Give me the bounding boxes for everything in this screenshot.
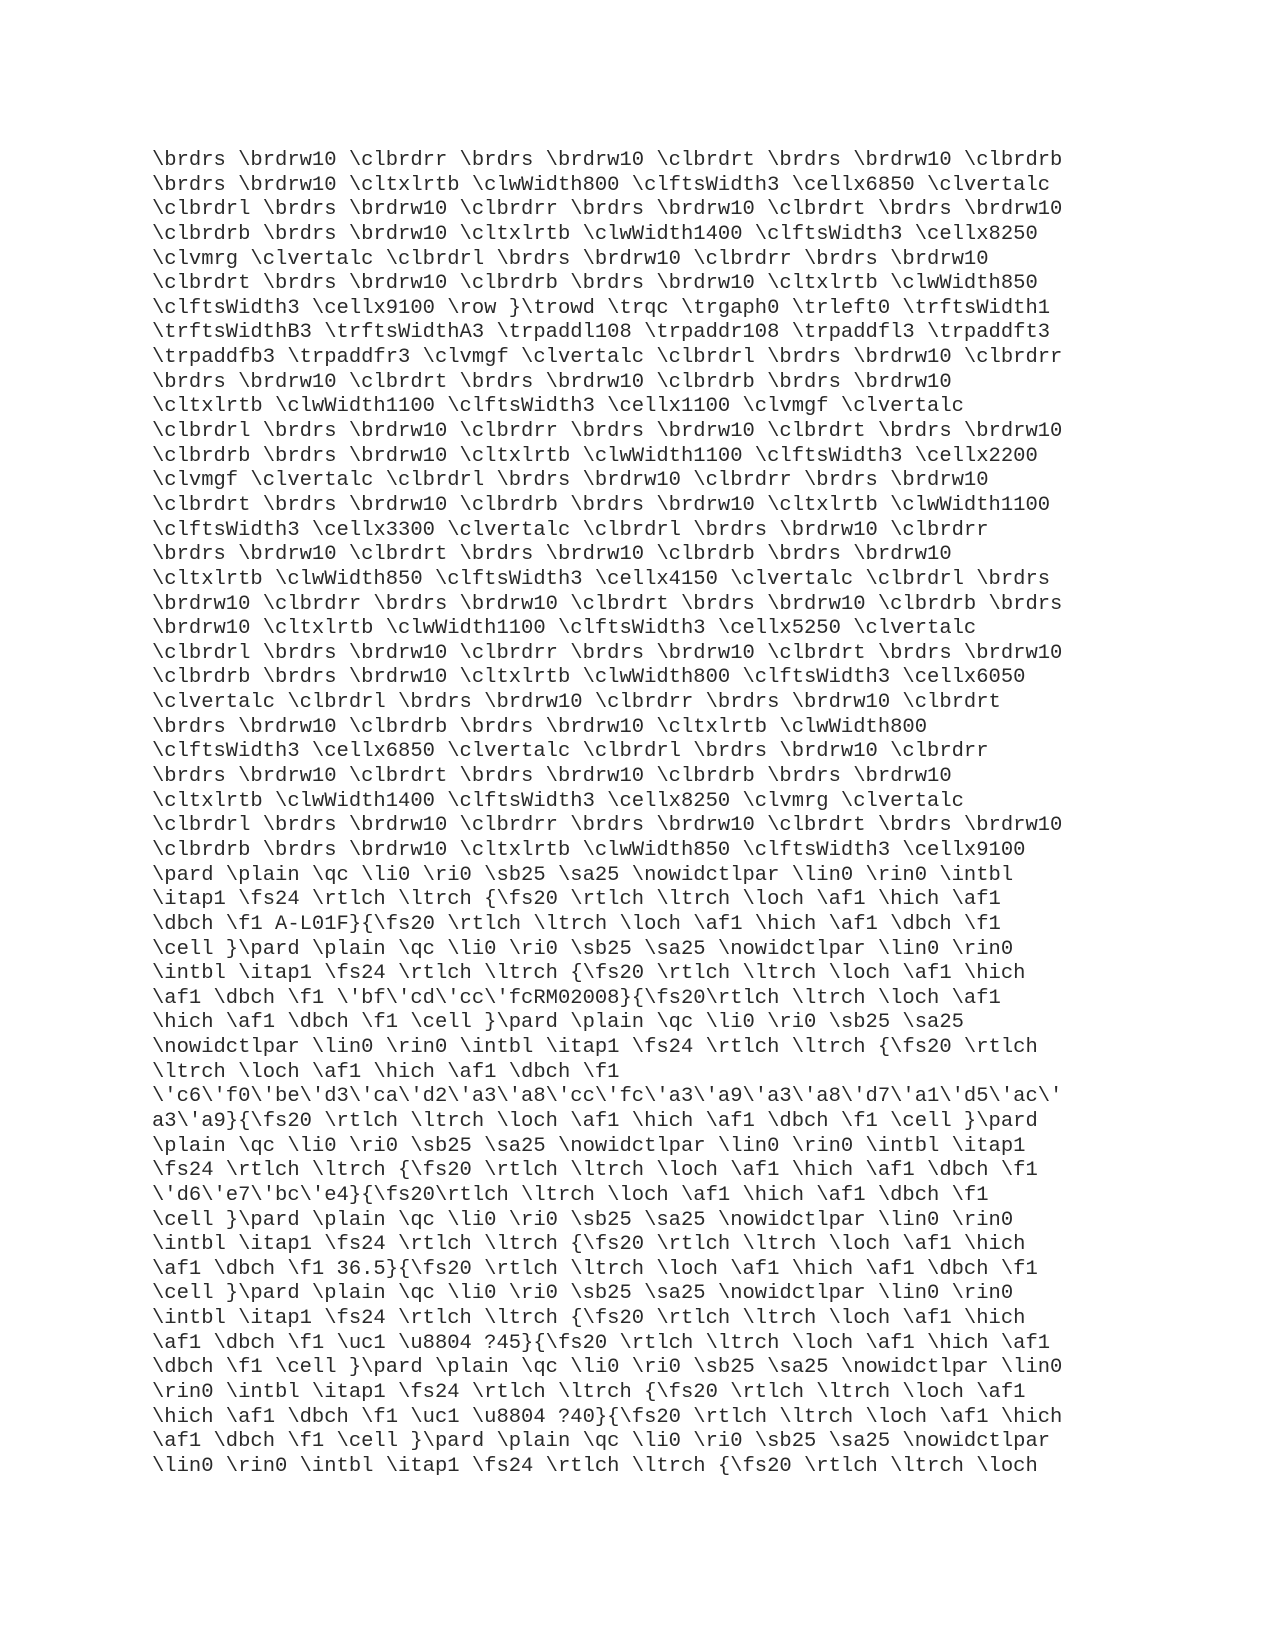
text-line: \dbch \f1 \cell }\pard \plain \qc \li0 \ri0 \sb25 \sa25 \nowidctlpar \lin0	[152, 1356, 1063, 1380]
text-line: \brdrw10 \cltxlrtb \clwWidth1100 \clftsWidth3 \cellx5250 \clvertalc	[152, 617, 977, 641]
text-line: \brdrs \brdrw10 \clbrdrb \brdrs \brdrw10 \cltxlrtb \clwWidth800	[152, 715, 928, 739]
text-line: \clbrdrb \brdrs \brdrw10 \cltxlrtb \clwWidth800 \clftsWidth3 \cellx6050	[152, 666, 1026, 690]
text-line: \hich \af1 \dbch \f1 \uc1 \u8804 ?40}{\fs20 \rtlch \ltrch \loch \af1 \hich	[152, 1405, 1063, 1429]
text-line: \cell }\pard \plain \qc \li0 \ri0 \sb25 \sa25 \nowidctlpar \lin0 \rin0	[152, 937, 1014, 961]
text-line: \af1 \dbch \f1 36.5}{\fs20 \rtlch \ltrch \loch \af1 \hich \af1 \dbch \f1	[152, 1257, 1038, 1281]
text-line: \brdrs \brdrw10 \clbrdrr \brdrs \brdrw10 \clbrdrt \brdrs \brdrw10 \clbrdrb	[152, 149, 1063, 172]
text-line: \clbrdrt \brdrs \brdrw10 \clbrdrb \brdrs \brdrw10 \cltxlrtb \clwWidth850	[152, 272, 1038, 296]
text-line: \plain \qc \li0 \ri0 \sb25 \sa25 \nowidctlpar \lin0 \rin0 \intbl \itap1	[152, 1134, 1026, 1158]
text-line: \cltxlrtb \clwWidth1100 \clftsWidth3 \cellx1100 \clvmgf \clvertalc	[152, 395, 964, 419]
text-line: \clbrdrl \brdrs \brdrw10 \clbrdrr \brdrs \brdrw10 \clbrdrt \brdrs \brdrw10	[152, 198, 1063, 222]
text-line: \dbch \f1 A-L01F}{\fs20 \rtlch \ltrch \loch \af1 \hich \af1 \dbch \f1	[152, 912, 1001, 936]
text-line: \cltxlrtb \clwWidth850 \clftsWidth3 \cellx4150 \clvertalc \clbrdrl \brdrs	[152, 567, 1051, 591]
text-line: \nowidctlpar \lin0 \rin0 \intbl \itap1 \fs24 \rtlch \ltrch {\fs20 \rtlch	[152, 1036, 1038, 1060]
text-line: \clvertalc \clbrdrl \brdrs \brdrw10 \clbrdrr \brdrs \brdrw10 \clbrdrt	[152, 691, 1001, 715]
text-line: \brdrs \brdrw10 \clbrdrt \brdrs \brdrw10 \clbrdrb \brdrs \brdrw10	[152, 370, 952, 394]
text-line: \trftsWidthB3 \trftsWidthA3 \trpaddl108 \trpaddr108 \trpaddfl3 \trpaddft3	[152, 321, 1051, 345]
text-line: \hich \af1 \dbch \f1 \cell }\pard \plain \qc \li0 \ri0 \sb25 \sa25	[152, 1011, 964, 1035]
text-line: \clftsWidth3 \cellx6850 \clvertalc \clbrdrl \brdrs \brdrw10 \clbrdrr	[152, 740, 989, 764]
text-line: \intbl \itap1 \fs24 \rtlch \ltrch {\fs20 \rtlch \ltrch \loch \af1 \hich	[152, 1233, 1026, 1257]
text-line: \brdrs \brdrw10 \clbrdrt \brdrs \brdrw10 \clbrdrb \brdrs \brdrw10	[152, 765, 952, 789]
text-line: \clbrdrl \brdrs \brdrw10 \clbrdrr \brdrs \brdrw10 \clbrdrt \brdrs \brdrw10	[152, 814, 1063, 838]
text-line: \clbrdrl \brdrs \brdrw10 \clbrdrr \brdrs \brdrw10 \clbrdrt \brdrs \brdrw10	[152, 641, 1063, 665]
text-line: \clbrdrb \brdrs \brdrw10 \cltxlrtb \clwWidth1100 \clftsWidth3 \cellx2200	[152, 444, 1038, 468]
text-line: \'d6\'e7\'bc\'e4}{\fs20\rtlch \ltrch \loch \af1 \hich \af1 \dbch \f1	[152, 1183, 989, 1207]
text-line: \lin0 \rin0 \intbl \itap1 \fs24 \rtlch \ltrch {\fs20 \rtlch \ltrch \loch	[152, 1454, 1038, 1478]
text-line: \clbrdrl \brdrs \brdrw10 \clbrdrr \brdrs \brdrw10 \clbrdrt \brdrs \brdrw10	[152, 420, 1063, 444]
text-line: \af1 \dbch \f1 \cell }\pard \plain \qc \li0 \ri0 \sb25 \sa25 \nowidctlpar	[152, 1430, 1051, 1454]
text-line: \cell }\pard \plain \qc \li0 \ri0 \sb25 \sa25 \nowidctlpar \lin0 \rin0	[152, 1208, 1014, 1232]
text-line: \brdrw10 \clbrdrr \brdrs \brdrw10 \clbrdrt \brdrs \brdrw10 \clbrdrb \brdrs	[152, 592, 1063, 616]
rtf-source-text	[152, 149, 1152, 1480]
text-line: \fs24 \rtlch \ltrch {\fs20 \rtlch \ltrch \loch \af1 \hich \af1 \dbch \f1	[152, 1159, 1038, 1183]
text-line: \clbrdrb \brdrs \brdrw10 \cltxlrtb \clwWidth850 \clftsWidth3 \cellx9100	[152, 838, 1026, 862]
text-line: \ltrch \loch \af1 \hich \af1 \dbch \f1	[152, 1060, 620, 1084]
text-line: \rin0 \intbl \itap1 \fs24 \rtlch \ltrch {\fs20 \rtlch \ltrch \loch \af1	[152, 1381, 1026, 1405]
text-line: \pard \plain \qc \li0 \ri0 \sb25 \sa25 \nowidctlpar \lin0 \rin0 \intbl	[152, 863, 1014, 887]
text-line: \clftsWidth3 \cellx9100 \row }\trowd \trqc \trgaph0 \trleft0 \trftsWidth1	[152, 296, 1051, 320]
text-line: \clbrdrt \brdrs \brdrw10 \clbrdrb \brdrs \brdrw10 \cltxlrtb \clwWidth1100	[152, 493, 1051, 517]
text-line: \clftsWidth3 \cellx3300 \clvertalc \clbrdrl \brdrs \brdrw10 \clbrdrr	[152, 518, 989, 542]
text-line: \af1 \dbch \f1 \uc1 \u8804 ?45}{\fs20 \rtlch \ltrch \loch \af1 \hich \af1	[152, 1331, 1051, 1355]
text-line: \trpaddfb3 \trpaddfr3 \clvmgf \clvertalc \clbrdrl \brdrs \brdrw10 \clbrdrr	[152, 346, 1063, 370]
text-line: \brdrs \brdrw10 \cltxlrtb \clwWidth800 \clftsWidth3 \cellx6850 \clvertalc	[152, 173, 1051, 197]
text-line: \cltxlrtb \clwWidth1400 \clftsWidth3 \cellx8250 \clvmrg \clvertalc	[152, 789, 964, 813]
text-line: \intbl \itap1 \fs24 \rtlch \ltrch {\fs20 \rtlch \ltrch \loch \af1 \hich	[152, 962, 1026, 986]
text-line: \itap1 \fs24 \rtlch \ltrch {\fs20 \rtlch \ltrch \loch \af1 \hich \af1	[152, 888, 1001, 912]
text-line: \clvmrg \clvertalc \clbrdrl \brdrs \brdrw10 \clbrdrr \brdrs \brdrw10	[152, 247, 989, 271]
text-line: \'c6\'f0\'be\'d3\'ca\'d2\'a3\'a8\'cc\'fc\'a3\'a9\'a3\'a8\'d7\'a1\'d5\'ac\'	[152, 1085, 1063, 1109]
text-line: \cell }\pard \plain \qc \li0 \ri0 \sb25 \sa25 \nowidctlpar \lin0 \rin0	[152, 1282, 1014, 1306]
text-line: a3\'a9}{\fs20 \rtlch \ltrch \loch \af1 \hich \af1 \dbch \f1 \cell }\pard	[152, 1109, 1038, 1133]
text-line: \intbl \itap1 \fs24 \rtlch \ltrch {\fs20 \rtlch \ltrch \loch \af1 \hich	[152, 1307, 1026, 1331]
text-line: \clbrdrb \brdrs \brdrw10 \cltxlrtb \clwWidth1400 \clftsWidth3 \cellx8250	[152, 222, 1038, 246]
text-line: \clvmgf \clvertalc \clbrdrl \brdrs \brdrw10 \clbrdrr \brdrs \brdrw10	[152, 469, 989, 493]
text-line: \af1 \dbch \f1 \'bf\'cd\'cc\'fcRM02008}{\fs20\rtlch \ltrch \loch \af1	[152, 986, 1001, 1010]
text-line: \brdrs \brdrw10 \clbrdrt \brdrs \brdrw10 \clbrdrb \brdrs \brdrw10	[152, 543, 952, 567]
